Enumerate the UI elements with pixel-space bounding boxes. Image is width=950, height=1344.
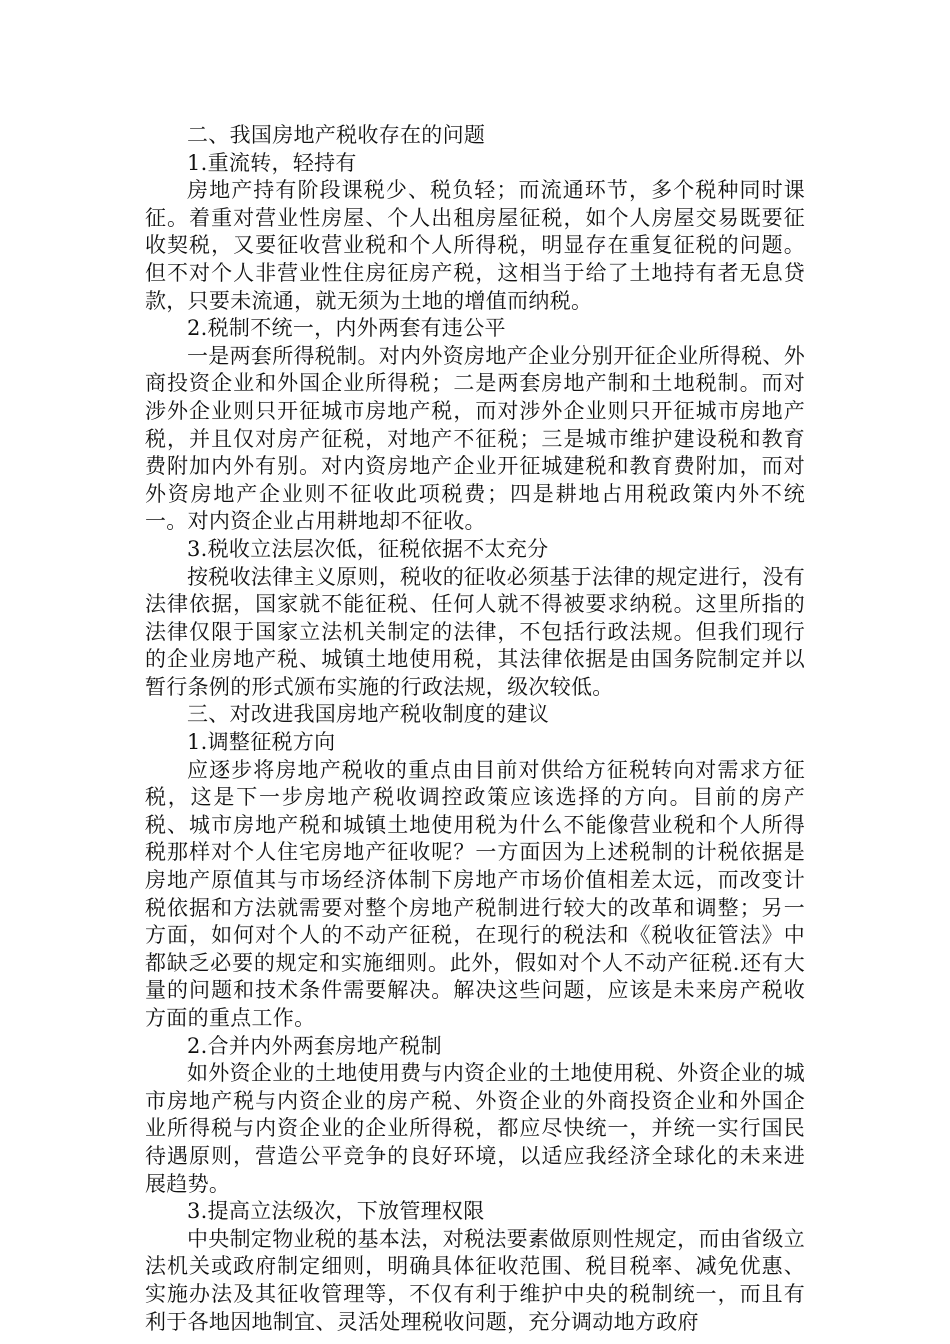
subheading-3: 3.提高立法级次，下放管理权限 bbox=[187, 1199, 485, 1224]
section-heading-problems: 二、我国房地产税收存在的问题 bbox=[187, 123, 486, 147]
subheading-1: 1.调整征税方向 bbox=[187, 730, 336, 755]
body-paragraph: 房地产持有阶段课税少、税负轻；而流通环节，多个税种同时课征。着重对营业性房屋、个人出租房屋征税，如个人房屋交易既要征收契税，又要征收营业税和个人所得税，明显存在重复征税的问题。但不对个人非营业性住房征房产税，这相当于给了土地持有者无息贷款，只要未流通，就无须为土地的增值而纳税。 bbox=[145, 178, 805, 313]
subheading-2: 2.合并内外两套房地产税制 bbox=[187, 1033, 442, 1058]
body-paragraph: 如外资企业的土地使用费与内资企业的土地使用税、外资企业的城市房地产税与内资企业的房产税、外资企业的外商投资企业和外国企业所得税与内资企业的企业所得税，都应尽快统一，并统一实行国民待遇原则，营造公平竞争的良好环境，以适应我经济全球化的未来进展趋势。 bbox=[145, 1061, 805, 1196]
body-paragraph: 中央制定物业税的基本法，对税法要素做原则性规定，而由省级立法机关或政府制定细则，明确具体征收范围、税目税率、减免优惠、实施办法及其征收管理等，不仅有利于维护中央的税制统一，而且有利于各地因地制宜、灵活处理税收问题，充分调动地方政府 bbox=[145, 1226, 805, 1334]
subheading-1: 1.重流转，轻持有 bbox=[187, 150, 357, 175]
subheading-2: 2.税制不统一，内外两套有违公平 bbox=[187, 316, 506, 341]
subheading-3: 3.税收立法层次低，征税依据不太充分 bbox=[187, 536, 549, 561]
body-paragraph: 应逐步将房地产税收的重点由目前对供给方征税转向对需求方征税，这是下一步房地产税收调控政策应该选择的方向。目前的房产税、城市房地产税和城镇土地使用税为什么不能像营业税和个人所得税那样对个人住宅房地产征收呢？一方面因为上述税制的计税依据是房地产原值其与市场经济体制下房地产市场价值相差太远，而改变计税依据和方法就需要对整个房地产税制进行较大的改革和调整；另一方面，如何对个人的不动产征税，在现行的税法和《税收征管法》中都缺乏必要的规定和实施细则。此外，假如对个人不动产征税.还有大量的问题和技术条件需要解决。解决这些问题，应该是未来房产税收方面的重点工作。 bbox=[145, 757, 805, 1030]
body-paragraph: 按税收法律主义原则，税收的征收必须基于法律的规定进行，没有法律依据，国家就不能征税、任何人就不得被要求纳税。这里所指的法律仅限于国家立法机关制定的法律，不包括行政法规。但我们现行的企业房地产税、城镇土地使用税，其法律依据是由国务院制定并以暂行条例的形式颁布实施的行政法规，级次较低。 bbox=[145, 564, 805, 699]
section-heading-suggestions: 三、对改进我国房地产税收制度的建议 bbox=[187, 702, 550, 727]
document-body bbox=[145, 122, 805, 1336]
body-paragraph: 一是两套所得税制。对内外资房地产企业分别开征企业所得税、外商投资企业和外国企业所得税；二是两套房地产制和土地税制。而对涉外企业则只开征城市房地产税，而对涉外企业则只开征城市房地产税，并且仅对房产征税，对地产不征税；三是城市维护建设税和教育费附加内外有别。对内资房地产企业开征城建税和教育费附加，而对外资房地产企业则不征收此项税费；四是耕地占用税政策内外不统一。对内资企业占用耕地却不征收。 bbox=[145, 343, 805, 534]
